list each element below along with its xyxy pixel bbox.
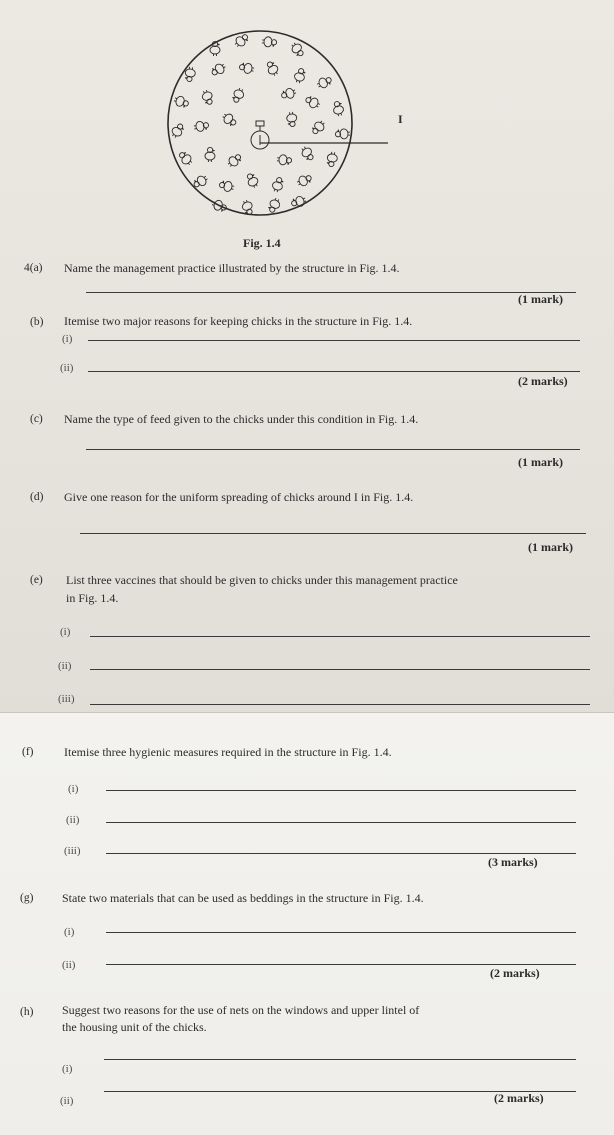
chick-icon: [331, 100, 344, 117]
q4e-text-line1: List three vaccines that should be given to chicks under this management practice: [66, 573, 458, 587]
q4h-marks: (2 marks): [494, 1091, 544, 1105]
q4h-text-line1: Suggest two reasons for the use of nets on the windows and upper lintel of: [62, 1003, 420, 1017]
q4g-sub-ii: (ii): [62, 959, 76, 971]
chick-icon: [296, 173, 314, 188]
q4a-marks: (1 mark): [518, 292, 563, 306]
chick-icon: [239, 62, 255, 75]
q4e-sub-i: (i): [60, 626, 71, 638]
chick-icon: [218, 180, 234, 193]
chick-icon: [177, 150, 194, 167]
chick-icon: [205, 147, 215, 162]
q4b-text: Itemise two major reasons for keeping chicks in the structure in Fig. 1.4.: [64, 314, 413, 328]
q4b-answer-line-i[interactable]: [88, 340, 580, 341]
chick-icon: [280, 87, 297, 101]
chick-icon: [244, 172, 260, 190]
q4f-sub-iii: (iii): [64, 845, 81, 857]
q4c-answer-line[interactable]: [86, 449, 580, 450]
q4g-marks: (2 marks): [490, 966, 540, 980]
q4b-sub-ii: (ii): [60, 362, 74, 374]
q4a-answer-line[interactable]: [86, 292, 576, 293]
q4d-text: Give one reason for the uniform spreading of chicks around I in Fig. 1.4.: [64, 490, 414, 504]
chick-icon: [316, 75, 334, 91]
chick-icon: [286, 111, 298, 127]
q4e-answer-line-iii[interactable]: [90, 704, 590, 705]
q4e-answer-line-i[interactable]: [90, 636, 590, 637]
chick-icon: [221, 111, 239, 128]
chick-icon: [304, 94, 322, 110]
q4a-number: 4(a): [24, 262, 43, 274]
q4f-answer-line-ii[interactable]: [106, 822, 576, 823]
q4b-marks: (2 marks): [518, 374, 568, 388]
q4g-number: (g): [20, 892, 34, 904]
brooder-figure: [160, 20, 420, 230]
chick-icon: [335, 129, 350, 140]
q4c-text: Name the type of feed given to the chicks under this condition in Fig. 1.4.: [64, 412, 419, 426]
q4h-sub-i: (i): [62, 1063, 73, 1075]
figure-caption: Fig. 1.4: [243, 236, 281, 250]
chick-icon: [226, 152, 244, 169]
q4g-answer-line-i[interactable]: [106, 932, 576, 933]
chick-icon: [310, 119, 327, 137]
q4f-answer-line-iii[interactable]: [106, 853, 576, 854]
q4e-text-line2: in Fig. 1.4.: [66, 591, 119, 605]
q4e-sub-iii: (iii): [58, 693, 75, 705]
q4e-sub-ii: (ii): [58, 660, 72, 672]
chick-icon: [299, 145, 316, 163]
q4g-answer-line-ii[interactable]: [106, 964, 576, 965]
chick-icon: [271, 176, 285, 193]
q4b-answer-line-ii[interactable]: [88, 371, 580, 372]
chick-icon: [231, 87, 246, 104]
q4g-text: State two materials that can be used as beddings in the structure in Fig. 1.4.: [62, 891, 424, 905]
q4a-text: Name the management practice illustrated by the structure in Fig. 1.4.: [64, 261, 400, 275]
chick-icon: [277, 154, 292, 165]
q4e-answer-line-ii[interactable]: [90, 669, 590, 670]
chick-icons: [170, 32, 351, 216]
q4f-sub-ii: (ii): [66, 814, 80, 826]
q4h-answer-line-i[interactable]: [104, 1059, 576, 1060]
q4c-number: (c): [30, 413, 43, 425]
q4d-answer-line[interactable]: [80, 533, 586, 534]
chick-icon: [193, 120, 209, 133]
chick-icon: [170, 122, 186, 140]
q4f-marks: (3 marks): [488, 855, 538, 869]
q4d-marks: (1 mark): [528, 540, 573, 554]
q4h-sub-ii: (ii): [60, 1095, 74, 1107]
chick-icon: [262, 36, 277, 47]
q4h-text-line2: the housing unit of the chicks.: [62, 1020, 207, 1034]
q4f-sub-i: (i): [68, 783, 79, 795]
chick-icon: [200, 89, 215, 106]
q4f-number: (f): [22, 746, 34, 758]
chick-icon: [264, 60, 280, 78]
q4c-marks: (1 mark): [518, 455, 563, 469]
q4f-answer-line-i[interactable]: [106, 790, 576, 791]
q4d-number: (d): [30, 491, 44, 503]
chick-icon: [326, 151, 338, 167]
heat-lamp: [251, 121, 269, 149]
chick-icon: [173, 95, 190, 109]
q4b-number: (b): [30, 316, 44, 328]
q4f-text: Itemise three hygienic measures required in the structure in Fig. 1.4.: [64, 745, 392, 759]
q4b-sub-i: (i): [62, 333, 73, 345]
q4h-number: (h): [20, 1006, 34, 1018]
chick-icon: [289, 41, 306, 59]
figure-label-I: I: [398, 112, 403, 126]
chick-icon: [293, 67, 307, 84]
q4g-sub-i: (i): [64, 926, 75, 938]
q4e-number: (e): [30, 574, 43, 586]
exam-page-lower: [0, 712, 614, 1135]
chick-icon: [210, 61, 228, 78]
chick-icon: [267, 197, 282, 214]
